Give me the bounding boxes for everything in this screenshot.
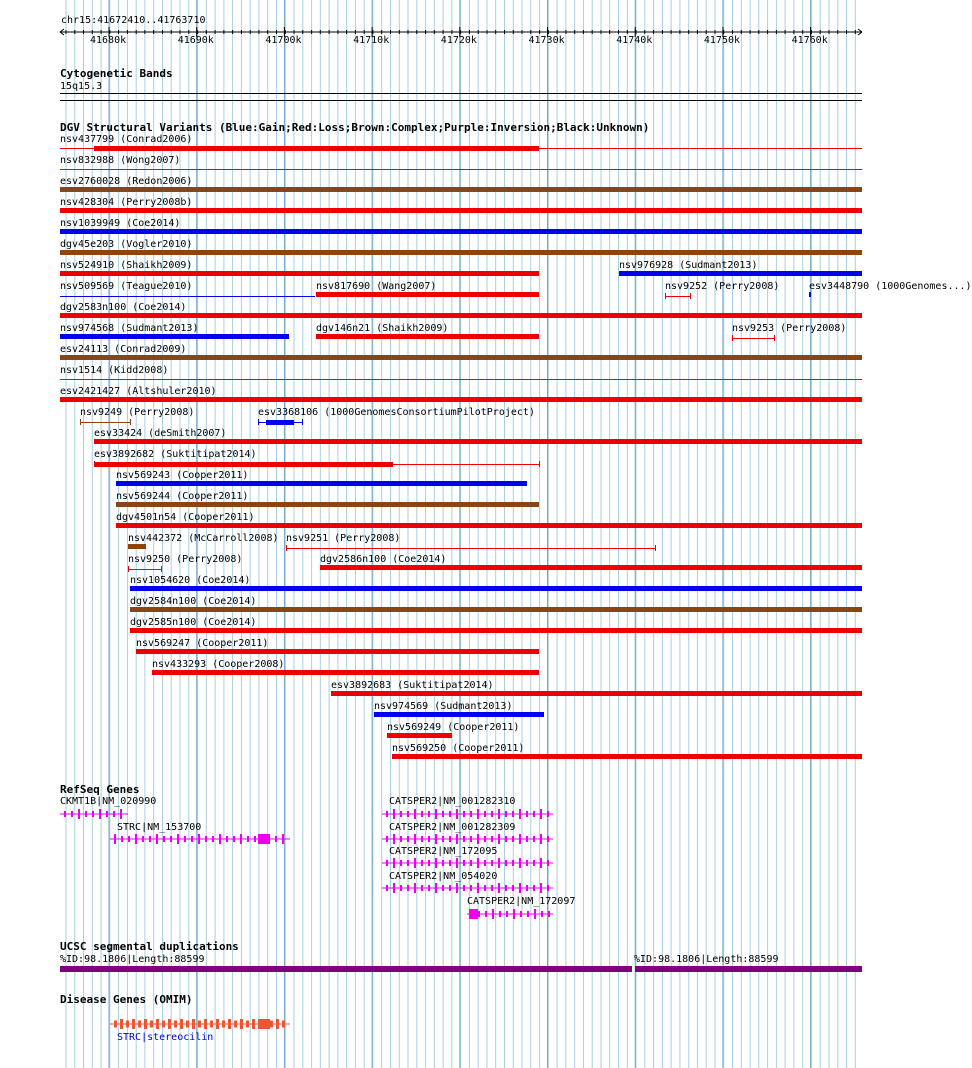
- dgv-variant-label[interactable]: nsv9253 (Perry2008): [732, 323, 847, 334]
- dgv-variant-label[interactable]: esv2421427 (Altshuler2010): [60, 386, 217, 397]
- refseq-gene-label[interactable]: CKMT1B|NM_020990: [60, 796, 157, 807]
- dgv-variant-label[interactable]: nsv569249 (Cooper2011): [387, 722, 520, 733]
- dgv-variant-label[interactable]: nsv9249 (Perry2008): [80, 407, 195, 418]
- dgv-variant-label[interactable]: nsv976928 (Sudmant2013): [619, 260, 758, 271]
- ruler-tick-label: 41700k: [265, 35, 302, 46]
- dgv-variant-label[interactable]: nsv817690 (Wang2007): [316, 281, 437, 292]
- segdup-track-title: UCSC segmental duplications: [60, 940, 239, 953]
- dgv-variant-label[interactable]: nsv1514 (Kidd2008): [60, 365, 169, 376]
- ruler-tick-label: 41740k: [616, 35, 653, 46]
- dgv-variant-label[interactable]: nsv832988 (Wong2007): [60, 155, 181, 166]
- segdup-label-2[interactable]: %ID:98.1806|Length:88599: [634, 954, 779, 965]
- dgv-variant-label[interactable]: dgv4501n54 (Cooper2011): [116, 512, 255, 523]
- dgv-variant-label[interactable]: nsv9250 (Perry2008): [128, 554, 243, 565]
- dgv-variant-label[interactable]: esv33424 (deSmith2007): [94, 428, 227, 439]
- dgv-variant-label[interactable]: nsv9251 (Perry2008): [286, 533, 401, 544]
- refseq-gene-label[interactable]: STRC|NM_153700: [117, 822, 202, 833]
- refseq-gene-label[interactable]: CATSPER2|NM_001282310: [389, 796, 516, 807]
- dgv-variant-label[interactable]: nsv509569 (Teague2010): [60, 281, 193, 292]
- refseq-gene-label[interactable]: CATSPER2|NM_001282309: [389, 822, 516, 833]
- dgv-variant-label[interactable]: nsv569244 (Cooper2011): [116, 491, 249, 502]
- dgv-variant-label[interactable]: esv2760028 (Redon2006): [60, 176, 193, 187]
- ruler-tick-label: 41680k: [90, 35, 127, 46]
- dgv-variant-label[interactable]: nsv974569 (Sudmant2013): [374, 701, 513, 712]
- ruler-tick-label: 41760k: [791, 35, 828, 46]
- dgv-variant-label[interactable]: nsv569250 (Cooper2011): [392, 743, 525, 754]
- refseq-gene-label[interactable]: CATSPER2|NM_172095: [389, 846, 498, 857]
- dgv-variant-label[interactable]: dgv2583n100 (Coe2014): [60, 302, 187, 313]
- dgv-variant-label[interactable]: nsv428304 (Perry2008b): [60, 197, 193, 208]
- dgv-variant-label[interactable]: esv3368106 (1000GenomesConsortiumPilotProject): [258, 407, 535, 418]
- dgv-variant-label[interactable]: esv3892682 (Suktitipat2014): [94, 449, 257, 460]
- dgv-variant-label[interactable]: nsv437799 (Conrad2006): [60, 134, 193, 145]
- cytoband-label[interactable]: 15q15.3: [60, 81, 103, 92]
- ruler-tick-label: 41690k: [177, 35, 214, 46]
- dgv-variant-label[interactable]: nsv569247 (Cooper2011): [136, 638, 269, 649]
- cytoband-track-title: Cytogenetic Bands: [60, 67, 173, 80]
- dgv-variant-label[interactable]: nsv524910 (Shaikh2009): [60, 260, 193, 271]
- omim-gene-label[interactable]: STRC|stereocilin: [117, 1032, 214, 1043]
- dgv-variant-label[interactable]: nsv433293 (Cooper2008): [152, 659, 285, 670]
- dgv-variant-label[interactable]: esv24113 (Conrad2009): [60, 344, 187, 355]
- refseq-track-title: RefSeq Genes: [60, 783, 140, 796]
- omim-track-title: Disease Genes (OMIM): [60, 993, 193, 1006]
- dgv-variant-label[interactable]: dgv146n21 (Shaikh2009): [316, 323, 449, 334]
- ruler-tick-label: 41730k: [528, 35, 565, 46]
- dgv-variant-label[interactable]: esv3448790 (1000Genomes...): [809, 281, 972, 292]
- dgv-variant-label[interactable]: dgv2584n100 (Coe2014): [130, 596, 257, 607]
- segdup-label-1[interactable]: %ID:98.1806|Length:88599: [60, 954, 205, 965]
- dgv-variant-label[interactable]: esv3892683 (Suktitipat2014): [331, 680, 494, 691]
- dgv-variant-label[interactable]: nsv9252 (Perry2008): [665, 281, 780, 292]
- dgv-variant-label[interactable]: nsv1039949 (Coe2014): [60, 218, 181, 229]
- refseq-gene-label[interactable]: CATSPER2|NM_172097: [467, 896, 576, 907]
- dgv-variant-label[interactable]: nsv974568 (Sudmant2013): [60, 323, 199, 334]
- dgv-variant-label[interactable]: dgv45e203 (Vogler2010): [60, 239, 193, 250]
- ruler-tick-label: 41720k: [440, 35, 477, 46]
- dgv-variant-label[interactable]: dgv2585n100 (Coe2014): [130, 617, 257, 628]
- ruler-tick-label: 41750k: [703, 35, 741, 46]
- ruler-range-label: chr15:41672410..41763710: [61, 15, 206, 26]
- dgv-variant-label[interactable]: nsv1054620 (Coe2014): [130, 575, 251, 586]
- refseq-gene-label[interactable]: CATSPER2|NM_054020: [389, 871, 498, 882]
- dgv-variant-label[interactable]: dgv2586n100 (Coe2014): [320, 554, 447, 565]
- ruler-tick-label: 41710k: [353, 35, 390, 46]
- dgv-variant-label[interactable]: nsv569243 (Cooper2011): [116, 470, 249, 481]
- dgv-track-title: DGV Structural Variants (Blue:Gain;Red:Loss;Brown:Complex;Purple:Inversion;Black:Unknown): [60, 121, 650, 134]
- dgv-variant-label[interactable]: nsv442372 (McCarroll2008): [128, 533, 279, 544]
